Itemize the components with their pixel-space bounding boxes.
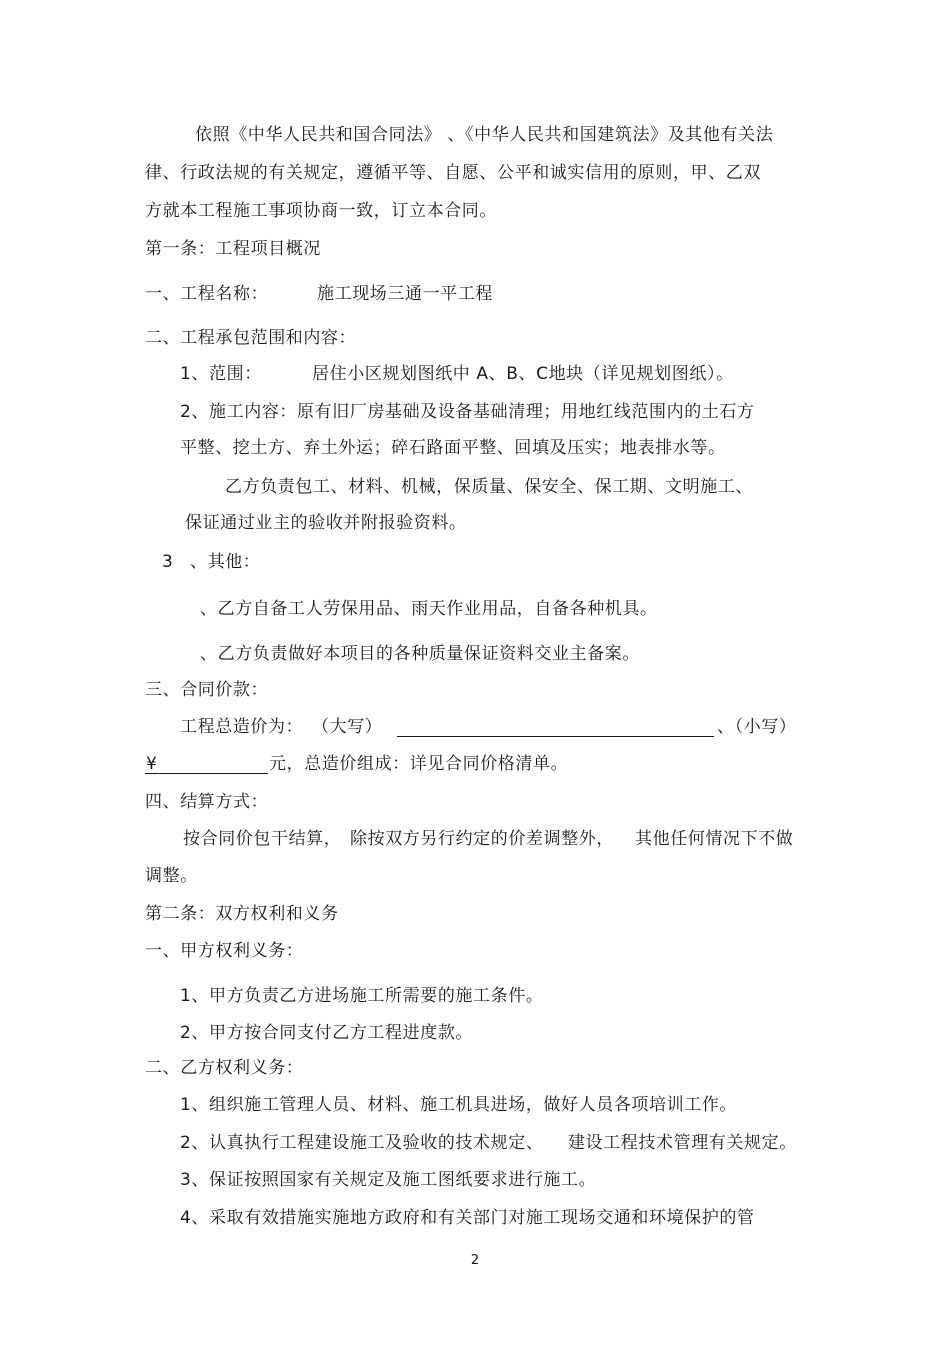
other-item-1: 、乙方自备工人劳保用品、雨天作业用品，自备各种机具。 xyxy=(200,599,658,619)
party-b-item-2a: 2、认真执行工程建设施工及验收的技术规定、 xyxy=(180,1133,544,1153)
party-b-item-2b: 建设工程技术管理有关规定。 xyxy=(568,1133,797,1153)
project-name-label: 一、工程名称： xyxy=(145,284,269,304)
intro-line-2: 律、行政法规的有关规定，遵循平等、自愿、公平和诚实信用的原则，甲、乙双 xyxy=(145,163,761,183)
settlement-line-1b: 除按双方另行约定的价差调整外， xyxy=(350,829,614,849)
party-b-item-4: 4、采取有效措施实施地方政府和有关部门对施工现场交通和环境保护的管 xyxy=(180,1208,755,1228)
price-label: 工程总造价为： xyxy=(180,717,304,737)
project-name-value: 施工现场三通一平工程 xyxy=(317,284,493,304)
responsibility-line-2: 保证通过业主的验收并附报验资料。 xyxy=(185,513,467,533)
price-upper-blank xyxy=(397,718,714,737)
work-content-line-1: 2、施工内容：原有旧厂房基础及设备基础清理；用地红线范围内的土石方 xyxy=(180,402,755,422)
party-a-item-1: 1、甲方负责乙方进场施工所需要的施工条件。 xyxy=(180,986,544,1006)
intro-line-1: 依照《中华人民共和国合同法》 、《中华人民共和国建筑法》及其他有关法 xyxy=(195,125,774,145)
price-heading: 三、合同价款： xyxy=(145,680,269,700)
price-lower-blank xyxy=(145,755,268,774)
page-number: 2 xyxy=(470,1253,480,1268)
party-b-item-1: 1、组织施工管理人员、材料、施工机具进场，做好人员各项培训工作。 xyxy=(180,1095,738,1115)
price-upper-label: （大写） xyxy=(312,717,383,737)
party-b-item-3: 3、保证按照国家有关规定及施工图纸要求进行施工。 xyxy=(180,1170,597,1190)
responsibility-line-1: 乙方负责包工、材料、机械，保质量、保安全、保工期、文明施工、 xyxy=(225,477,753,497)
scope-value: 居住小区规划图纸中 A、B、C地块（详见规划图纸）。 xyxy=(312,364,734,384)
intro-line-3: 方就本工程施工事项协商一致，订立本合同。 xyxy=(145,201,497,221)
other-number: 3 xyxy=(162,552,174,572)
settlement-line-1c: 其他任何情况下不做 xyxy=(635,829,794,849)
article-1-heading: 第一条：工程项目概况 xyxy=(145,239,321,259)
article-2-heading: 第二条：双方权利和义务 xyxy=(145,904,339,924)
work-content-line-2: 平整、挖土方、弃土外运；碎石路面平整、回填及压实；地表排水等。 xyxy=(180,438,726,458)
scope-label: 1、范围： xyxy=(180,364,262,384)
settlement-heading: 四、结算方式： xyxy=(145,792,269,812)
party-a-item-2: 2、甲方按合同支付乙方工程进度款。 xyxy=(180,1023,474,1043)
party-b-heading: 二、乙方权利义务： xyxy=(145,1058,304,1078)
settlement-line-1a: 按合同价包干结算， xyxy=(183,829,342,849)
party-a-heading: 一、甲方权利义务： xyxy=(145,941,304,961)
price-unit-text: 元，总造价组成：详见合同价格清单。 xyxy=(269,754,569,774)
scope-heading: 二、工程承包范围和内容： xyxy=(145,328,357,348)
other-label: 、其他： xyxy=(190,552,261,572)
other-item-2: 、乙方负责做好本项目的各种质量保证资料交业主备案。 xyxy=(200,644,640,664)
price-lower-label: 、（小写） xyxy=(717,717,797,737)
settlement-line-2: 调整。 xyxy=(145,866,198,886)
price-symbol: ¥ xyxy=(146,754,158,774)
